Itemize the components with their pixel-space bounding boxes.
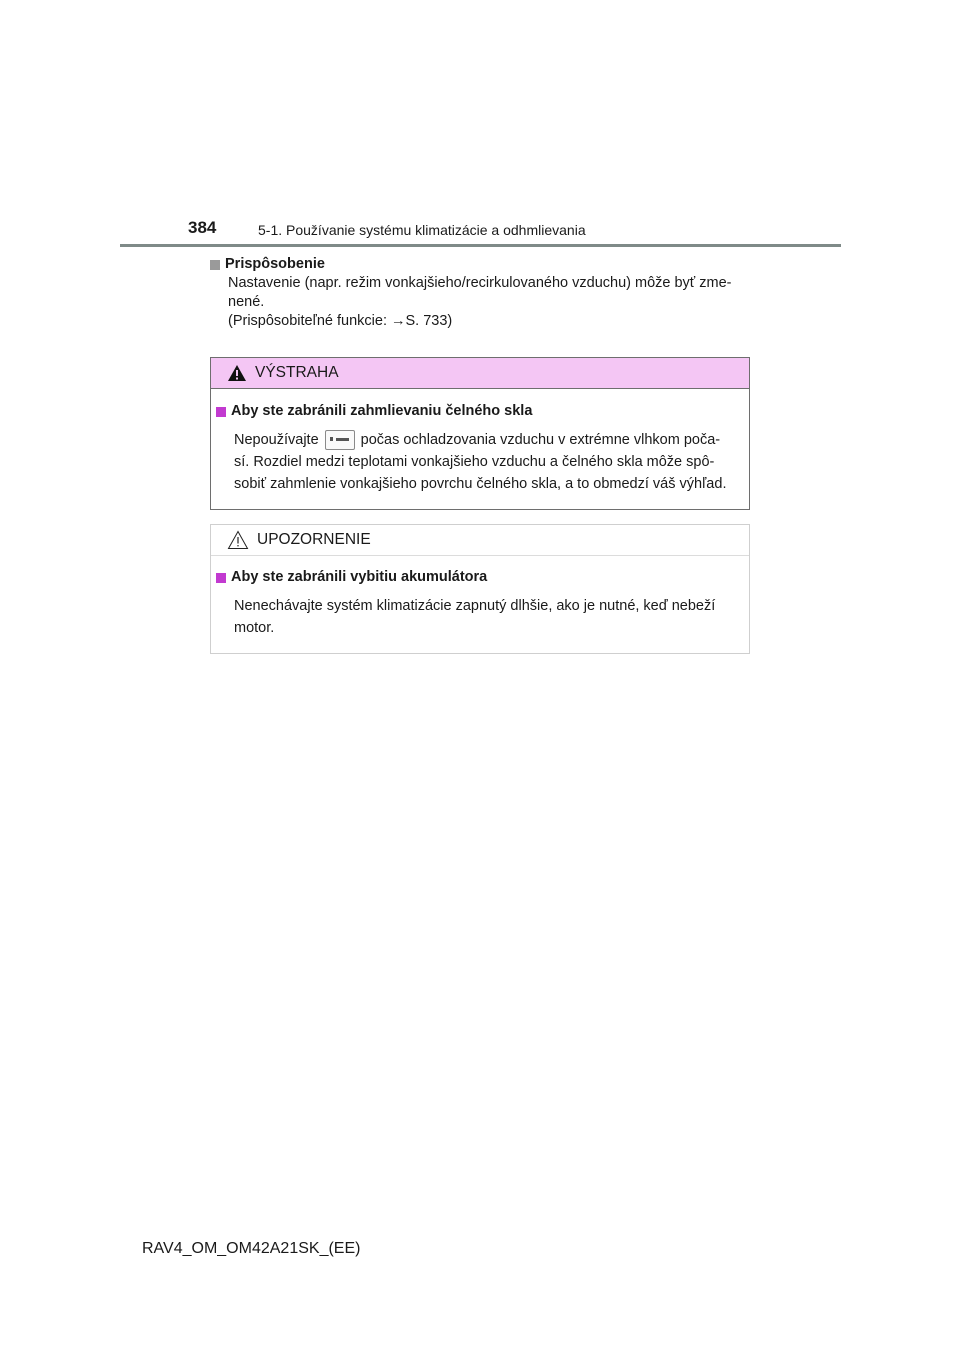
caution-heading-text: Aby ste zabránili vybitiu akumulátora xyxy=(231,569,488,585)
front-defroster-button-icon xyxy=(325,430,355,450)
warning-triangle-icon xyxy=(227,364,247,382)
caution-body xyxy=(211,556,749,653)
warning-heading xyxy=(216,402,741,421)
warning-header xyxy=(211,358,749,389)
intro-line-2: nené. xyxy=(228,294,265,310)
page-reference: S. 733) xyxy=(405,313,453,329)
footer-document-code: RAV4_OM_OM42A21SK_(EE) xyxy=(142,1240,361,1257)
caution-text xyxy=(216,595,741,639)
warning-text-before-button: Nepoužívajte xyxy=(234,432,319,448)
bullet-square-icon xyxy=(216,407,226,417)
section-title: 5-1. Používanie systému klimatizácie a odhmlievania xyxy=(258,222,586,238)
warning-text-after-button: počas ochladzovania vzduchu v extrémne vlhkom poča- xyxy=(360,432,721,448)
warning-heading-text: Aby ste zabránili zahmlievaniu čelného skla xyxy=(231,403,533,419)
warning-line-3: sobiť zahmlenie vonkajšieho povrchu čelného skla, a to obmedzí váš výhľad. xyxy=(234,476,727,492)
header-rule xyxy=(120,244,841,247)
intro-heading-text: Prispôsobenie xyxy=(225,256,325,272)
warning-box xyxy=(210,357,750,510)
intro-heading xyxy=(210,255,750,274)
caution-box xyxy=(210,524,750,654)
warning-text xyxy=(216,429,741,495)
intro-line-3 xyxy=(228,312,750,331)
intro-line-1: Nastavenie (napr. režim vonkajšieho/recirkulovaného vzduchu) môže byť zme- xyxy=(228,275,732,291)
bullet-square-icon xyxy=(210,260,220,270)
intro-section xyxy=(210,255,750,331)
warning-body xyxy=(211,389,749,509)
warning-label: VÝSTRAHA xyxy=(255,364,339,381)
page-number: 384 xyxy=(188,218,217,237)
caution-label: UPOZORNENIE xyxy=(257,531,371,548)
warning-line-1 xyxy=(234,429,741,451)
caution-line-1: Nenechávajte systém klimatizácie zapnutý dlhšie, ako je nutné, keď nebeží xyxy=(234,598,716,614)
caution-header xyxy=(211,525,749,556)
warning-line-2: sí. Rozdiel medzi teplotami vonkajšieho vzduchu a čelného skla môže spô- xyxy=(234,454,715,470)
arrow-icon: → xyxy=(391,313,406,329)
bullet-square-icon xyxy=(216,573,226,583)
caution-heading xyxy=(216,568,741,587)
caution-triangle-icon xyxy=(227,530,249,550)
intro-body xyxy=(210,274,750,331)
caution-line-2: motor. xyxy=(234,620,275,636)
intro-line-3-prefix: (Prispôsobiteľné funkcie: xyxy=(228,313,392,329)
